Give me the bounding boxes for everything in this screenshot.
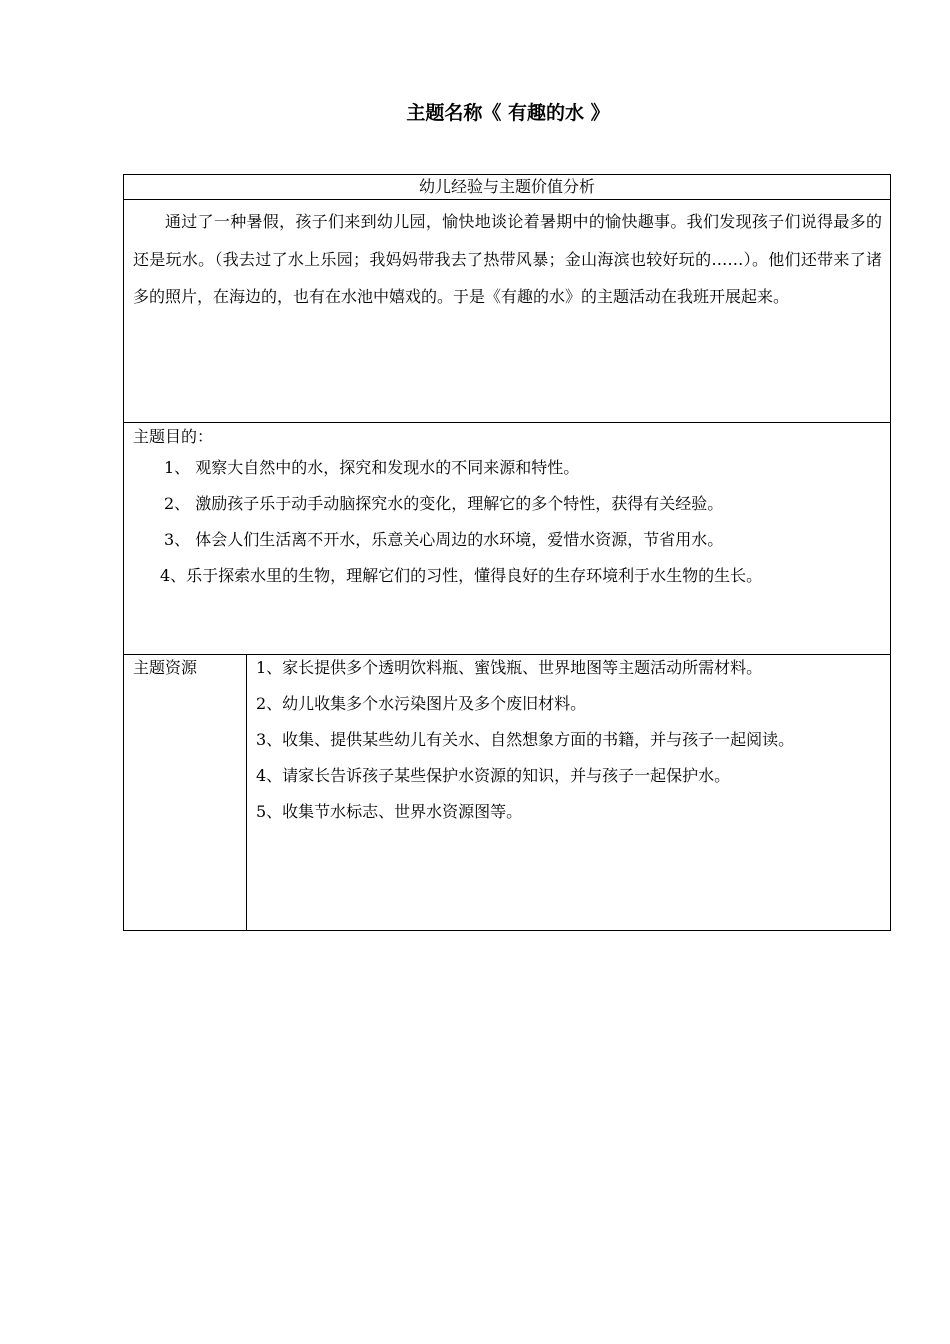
theme-table [123, 174, 891, 931]
goal-item: 4、乐于探索水里的生物，理解它们的习性，懂得良好的生存环境利于水生物的生长。 [160, 566, 763, 585]
resources-label: 主题资源 [124, 655, 247, 930]
resources-cell [247, 655, 890, 930]
resource-item: 2、幼儿收集多个水污染图片及多个废旧材料。 [256, 694, 587, 713]
goal-item: 1、 观察大自然中的水，探究和发现水的不同来源和特性。 [164, 458, 580, 477]
page-title: 主题名称《 有趣的水 》 [406, 102, 610, 124]
analysis-text: 通过了一种暑假，孩子们来到幼儿园，愉快地谈论着暑期中的愉快趣事。我们发现孩子们说得最多的还是玩水。（我去过了水上乐园；我妈妈带我去了热带风暴；金山海滨也较好玩的……）。他们还带来了诸多的照片，在海边的，也有在水池中嬉戏的。于是《有趣的水》的主题活动在我班开展起来。 [133, 212, 882, 306]
goal-item: 3、 体会人们生活离不开水，乐意关心周边的水环境，爱惜水资源，节省用水。 [164, 530, 724, 549]
goal-item: 2、 激励孩子乐于动手动脑探究水的变化，理解它的多个特性，获得有关经验。 [164, 494, 724, 513]
resource-item: 4、请家长告诉孩子某些保护水资源的知识，并与孩子一起保护水。 [256, 766, 731, 785]
goals-label: 主题目的： [133, 427, 214, 446]
resource-item: 1、家长提供多个透明饮料瓶、蜜饯瓶、世界地图等主题活动所需材料。 [256, 658, 763, 677]
analysis-cell [124, 200, 890, 423]
analysis-header: 幼儿经验与主题价值分析 [124, 175, 890, 200]
resource-item: 3、收集、提供某些幼儿有关水、自然想象方面的书籍，并与孩子一起阅读。 [256, 730, 795, 749]
goals-cell [124, 423, 890, 655]
resource-item: 5、收集节水标志、世界水资源图等。 [256, 802, 523, 821]
